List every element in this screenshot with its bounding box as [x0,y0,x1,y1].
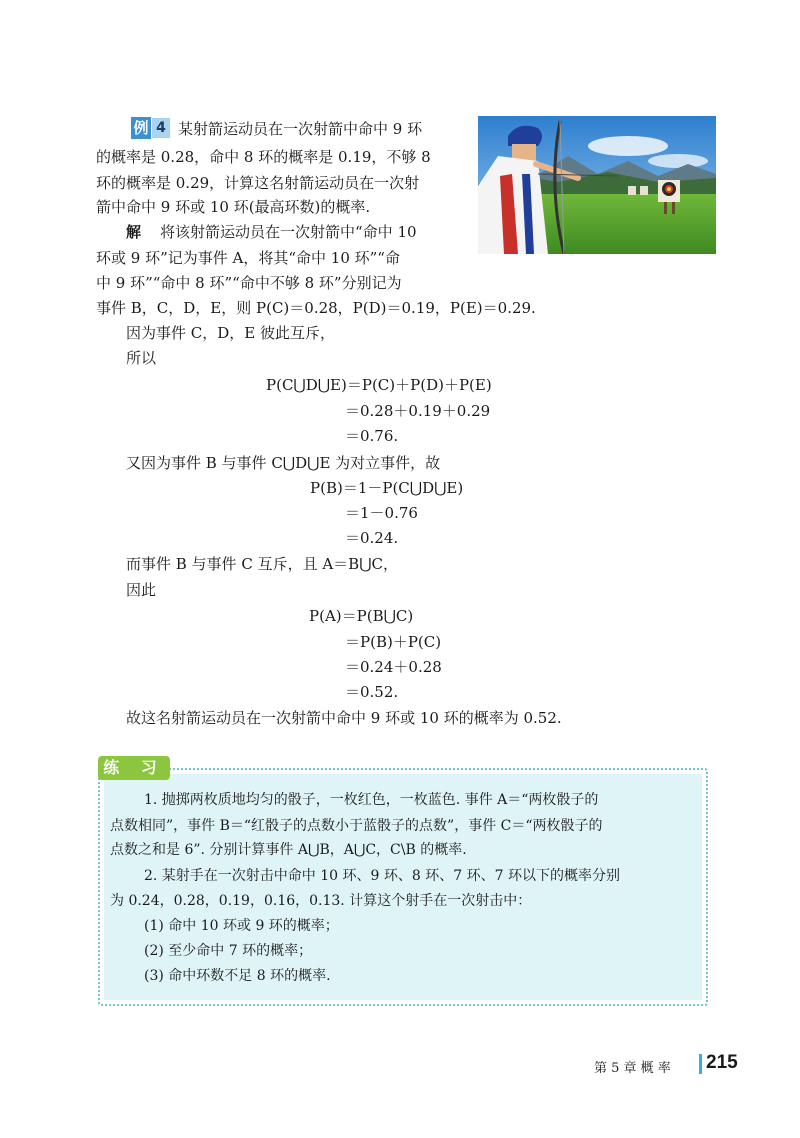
solution-first-line: 将该射箭运动员在一次射箭中“命中 10 [160,223,417,241]
practice-title: 练 习 [98,756,170,780]
example-tag [131,117,171,139]
calc2-line-3: ＝0.24. [345,529,399,547]
calc1-line-2: ＝0.28＋0.19＋0.29 [345,402,491,420]
calc3-line-3: ＝0.24＋0.28 [345,658,442,676]
conclusion-line: 故这名射箭运动员在一次射箭中命中 9 环或 10 环的概率为 0.52. [126,709,562,727]
problem-line-4: 箭中命中 9 环或 10 环(最高环数)的概率. [96,198,371,216]
calc3-line-2: ＝P(B)＋P(C) [345,633,442,651]
footer-chapter: 第 5 章 概 率 [594,1061,671,1076]
practice-subitem-3: (3) 命中环数不足 8 环的概率. [144,968,331,984]
practice-item-1-line-3: 点数之和是 6”. 分别计算事件 A⋃B，A⋃C，C\B 的概率. [110,842,467,858]
mid-line-3: 因此 [126,581,157,599]
practice-item-2-line-2: 为 0.24，0.28，0.19，0.16，0.13. 计算这个射手在一次射击中： [110,893,532,909]
calc3-line-1: P(A)＝P(B⋃C) [309,607,414,625]
solution-line-3: 事件 B，C，D，E，则 P(C)＝0.28，P(D)＝0.19，P(E)＝0.29. [96,299,536,317]
solution-line-2: 中 9 环”“命中 8 环”“命中不够 8 环”分别记为 [96,274,402,292]
example-tag-label: 例 [131,117,151,139]
practice-item-1-line-1: 1. 抛掷两枚质地均匀的骰子，一枚红色，一枚蓝色. 事件 A＝“两枚骰子的 [144,792,599,808]
practice-box [98,758,708,1006]
calc1-line-1: P(C⋃D⋃E)＝P(C)＋P(D)＋P(E) [266,376,492,394]
mid-line-1: 又因为事件 B 与事件 C⋃D⋃E 为对立事件，故 [126,454,441,472]
archery-photo-illustration [478,116,716,254]
example-tag-number: 4 [152,118,170,138]
mid-line-2: 而事件 B 与事件 C 互斥，且 A＝B⋃C， [126,555,398,573]
practice-item-2-line-1: 2. 某射手在一次射击中命中 10 环、9 环、8 环、7 环、7 环以下的概率分别 [144,868,620,884]
calc2-line-1: P(B)＝1－P(C⋃D⋃E) [310,479,464,497]
calc1-line-3: ＝0.76. [345,427,399,445]
solution-label: 解 [126,223,142,241]
calc3-line-4: ＝0.52. [345,683,399,701]
solution-line-5: 所以 [126,349,157,367]
practice-subitem-1: (1) 命中 10 环或 9 环的概率； [144,918,339,934]
solution-line-4: 因为事件 C，D，E 彼此互斥， [126,324,335,342]
problem-line-2: 的概率是 0.28，命中 8 环的概率是 0.19，不够 8 [96,148,431,166]
calc2-line-2: ＝1－0.76 [345,504,418,522]
archery-photo [478,116,716,254]
problem-line-3: 环的概率是 0.29，计算这名射箭运动员在一次射 [96,174,420,192]
practice-subitem-2: (2) 至少命中 7 环的概率； [144,943,313,959]
practice-item-1-line-2: 点数相同”，事件 B＝“红骰子的点数小于蓝骰子的点数”，事件 C＝“两枚骰子的 [110,818,603,834]
solution-line-1: 环或 9 环”记为事件 A，将其“命中 10 环”“命 [96,249,400,267]
footer-divider [699,1054,702,1074]
problem-line-1: 某射箭运动员在一次射箭中命中 9 环 [178,120,423,138]
page-number: 215 [706,1052,738,1073]
